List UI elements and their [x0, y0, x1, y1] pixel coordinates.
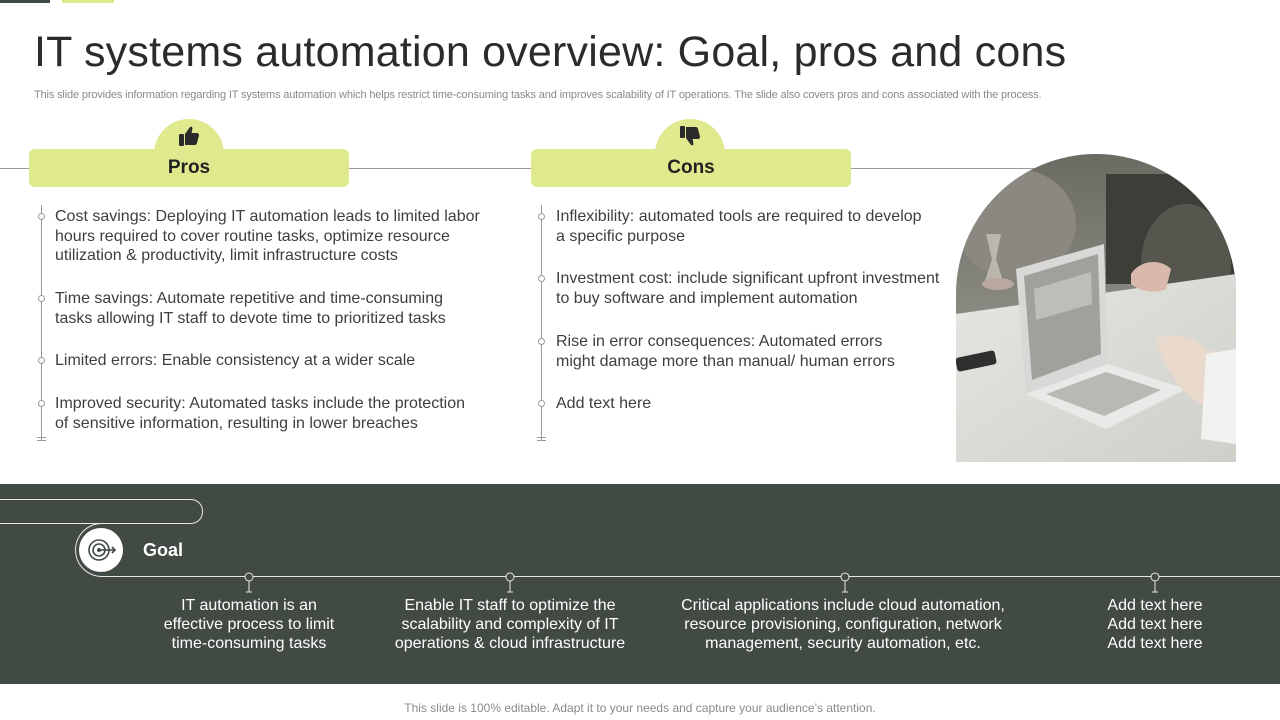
goal-item: Critical applications include cloud automation, resource provisioning, configuration, network management, security automation, etc. [681, 597, 1005, 652]
goal-icon-badge [79, 528, 123, 572]
cons-item: Add text here [556, 395, 652, 412]
cons-bullet-dot [538, 275, 545, 282]
slide-footer: This slide is 100% editable. Adapt it to your needs and capture your audience’s attention. [404, 701, 876, 715]
cons-bullet-dot [538, 338, 545, 345]
pros-bullet-dot [38, 295, 45, 302]
pros-item: Improved security: Automated tasks include the protection of sensitive information, resulting in lower breaches [55, 395, 465, 432]
pros-header: Pros [29, 149, 349, 187]
goal-timeline [130, 576, 1280, 577]
pros-bullet-dot [38, 213, 45, 220]
goal-header: Goal [143, 540, 184, 560]
goal-pin-marker [505, 572, 515, 594]
slide-title: IT systems automation overview: Goal, pros and cons [34, 28, 1067, 76]
goal-item: Add text here Add text here Add text here [1107, 597, 1203, 652]
laptop-office-photo [956, 154, 1236, 462]
pros-bullet-dot [38, 400, 45, 407]
pros-item: Time savings: Automate repetitive and time-consuming tasks allowing IT staff to devote time to prioritized tasks [55, 290, 446, 327]
cons-item: Inflexibility: automated tools are required to develop a specific purpose [556, 208, 922, 245]
cons-item: Rise in error consequences: Automated errors might damage more than manual/ human errors [556, 333, 895, 370]
laptop-photo-illustration [956, 154, 1236, 462]
thumbs-up-icon [177, 124, 201, 148]
target-icon [85, 534, 117, 566]
cons-bullet-dot [538, 213, 545, 220]
top-accent-bar-lime [62, 0, 114, 3]
goal-pin-marker [1150, 572, 1160, 594]
goal-panel [0, 484, 1280, 684]
thumbs-down-icon [678, 124, 702, 148]
cons-timeline-end [537, 440, 546, 441]
pros-bullet-dot [38, 357, 45, 364]
pros-timeline-end-2 [37, 437, 46, 438]
goal-pin-marker [840, 572, 850, 594]
goal-item: IT automation is an effective process to limit time-consuming tasks [163, 597, 335, 652]
goal-item: Enable IT staff to optimize the scalability and complexity of IT operations & cloud infrastructure [394, 597, 626, 652]
cons-header: Cons [531, 149, 851, 187]
goal-pin-marker [244, 572, 254, 594]
goal-track-curve [0, 499, 203, 524]
cons-timeline-end-2 [537, 437, 546, 438]
cons-bullet-dot [538, 400, 545, 407]
slide-subtitle: This slide provides information regarding IT systems automation which helps restrict time-consuming tasks and improves scalability of IT operations. The slide also covers pros and cons associated with the process. [34, 89, 1042, 101]
pros-item: Cost savings: Deploying IT automation leads to limited labor hours required to cover routine tasks, optimize resource utilization & productivity, limit infrastructure costs [55, 208, 480, 264]
pros-item: Limited errors: Enable consistency at a wider scale [55, 352, 416, 369]
pros-timeline-end [37, 440, 46, 441]
top-accent-bar-dark [0, 0, 50, 3]
cons-item: Investment cost: include significant upfront investment to buy software and implement automation [556, 270, 940, 307]
